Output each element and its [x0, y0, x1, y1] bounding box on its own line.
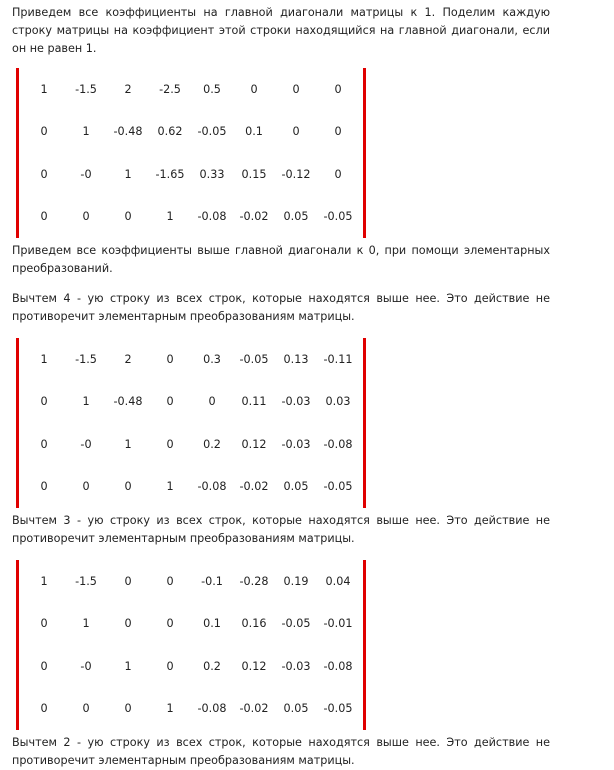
matrix-3 — [16, 560, 366, 730]
matrix-cell: 0.15 — [241, 167, 267, 181]
matrix-cell: 0.1 — [203, 617, 221, 631]
matrix-cell: 0.2 — [203, 659, 221, 673]
matrix-cell: -0.08 — [197, 480, 227, 494]
matrix-cell: -0.11 — [323, 352, 353, 366]
matrix-cell: 0 — [40, 659, 48, 673]
matrix-cell: 0 — [124, 702, 132, 716]
matrix-cell: 1 — [166, 702, 174, 716]
matrix-cell: -1.5 — [75, 574, 97, 588]
matrix-cell: -1.5 — [75, 352, 97, 366]
matrix-cell: -0.05 — [323, 210, 353, 224]
matrix-cell: 0.12 — [241, 437, 267, 451]
matrix-cell: 0 — [166, 574, 174, 588]
matrix-cell: 0 — [40, 167, 48, 181]
matrix-cell: 0.2 — [203, 437, 221, 451]
matrix-cell: 0 — [250, 82, 258, 96]
matrix-1 — [16, 68, 366, 238]
paragraph-subtract-row-3: Вычтем 3 - ую строку из всех строк, которые находятся выше нее. Это действие не противоречит элементарным преобразованиям матрицы. — [12, 514, 550, 545]
matrix-row — [23, 338, 359, 381]
matrix-cell: 1 — [82, 395, 90, 409]
matrix-cell: 0 — [40, 210, 48, 224]
matrix-cell: 0 — [166, 395, 174, 409]
matrix-left-bracket — [16, 560, 19, 730]
matrix-cell: -0.02 — [239, 210, 269, 224]
matrix-cell: 0.33 — [199, 167, 225, 181]
matrix-cell: 0 — [40, 395, 48, 409]
matrix-cell: 0 — [334, 167, 342, 181]
matrix-cell: -0.02 — [239, 702, 269, 716]
matrix-cell: 0 — [40, 617, 48, 631]
matrix-cell: 0 — [40, 437, 48, 451]
matrix-cell: 0 — [334, 125, 342, 139]
matrix-cell: 0 — [124, 210, 132, 224]
matrix-right-bracket — [363, 68, 366, 238]
matrix-cell: 0.13 — [283, 352, 309, 366]
matrix-cell: -0.03 — [281, 395, 311, 409]
matrix-cell: 0.05 — [283, 480, 309, 494]
matrix-cell: -0.02 — [239, 480, 269, 494]
matrix-cell: -0.05 — [323, 702, 353, 716]
matrix-cell: 0.62 — [157, 125, 183, 139]
matrix-cell: -1.65 — [155, 167, 185, 181]
matrix-cell: -0.08 — [323, 437, 353, 451]
matrix-row — [23, 423, 359, 466]
matrix-cell: 0 — [124, 617, 132, 631]
matrix-cell: 1 — [40, 352, 48, 366]
matrix-cell: 1 — [124, 167, 132, 181]
matrix-right-bracket — [363, 338, 366, 508]
matrix-cell: -0 — [80, 437, 92, 451]
matrix-cell: 0.05 — [283, 210, 309, 224]
matrix-2 — [16, 338, 366, 508]
matrix-cell: -0.1 — [201, 574, 223, 588]
matrix-right-bracket — [363, 560, 366, 730]
matrix-cell: 0 — [166, 352, 174, 366]
matrix-row — [23, 645, 359, 688]
matrix-cell: -0.48 — [113, 125, 143, 139]
matrix-cell: 1 — [82, 617, 90, 631]
matrix-cell: 0 — [40, 702, 48, 716]
matrix-cell: 0.5 — [203, 82, 221, 96]
matrix-row — [23, 111, 359, 154]
matrix-cell: -2.5 — [159, 82, 181, 96]
matrix-cell: 0 — [292, 82, 300, 96]
matrix-row — [23, 381, 359, 424]
matrix-cell: 0 — [124, 480, 132, 494]
matrix-cell: 0 — [166, 617, 174, 631]
matrix-row — [23, 560, 359, 603]
matrix-cell: -0.08 — [323, 659, 353, 673]
matrix-cell: 0 — [82, 480, 90, 494]
matrix-left-bracket — [16, 68, 19, 238]
matrix-cell: 0 — [82, 210, 90, 224]
matrix-cell: 0 — [124, 574, 132, 588]
matrix-cell: 0 — [82, 702, 90, 716]
matrix-table — [23, 338, 359, 508]
matrix-cell: 2 — [124, 352, 132, 366]
paragraph-subtract-row-4: Вычтем 4 - ую строку из всех строк, которые находятся выше нее. Это действие не противоречит элементарным преобразованиям матрицы. — [12, 292, 550, 323]
matrix-cell: 1 — [82, 125, 90, 139]
matrix-cell: 0 — [334, 82, 342, 96]
matrix-row — [23, 466, 359, 509]
matrix-cell: 0.3 — [203, 352, 221, 366]
matrix-cell: 0.19 — [283, 574, 309, 588]
matrix-cell: -0.05 — [239, 352, 269, 366]
matrix-cell: -0 — [80, 659, 92, 673]
matrix-table — [23, 560, 359, 730]
paragraph-diagonal-to-one: Приведем все коэффициенты на главной диагонали матрицы к 1. Поделим каждую строку матрицы на коэффициент этой строки находящийся на главной диагонали, если он не равен 1. — [12, 6, 550, 55]
matrix-cell: 0 — [40, 480, 48, 494]
matrix-table — [23, 68, 359, 238]
matrix-row — [23, 196, 359, 239]
matrix-cell: 1 — [124, 659, 132, 673]
matrix-cell: -0.12 — [281, 167, 311, 181]
matrix-cell: 1 — [40, 82, 48, 96]
matrix-cell: -0.03 — [281, 437, 311, 451]
matrix-cell: -0.08 — [197, 702, 227, 716]
matrix-cell: 0.1 — [245, 125, 263, 139]
matrix-cell: -0.28 — [239, 574, 269, 588]
matrix-cell: 0.11 — [241, 395, 267, 409]
matrix-cell: -0.48 — [113, 395, 143, 409]
matrix-cell: 0 — [166, 659, 174, 673]
matrix-cell: 0 — [166, 437, 174, 451]
matrix-row — [23, 603, 359, 646]
paragraph-subtract-row-2: Вычтем 2 - ую строку из всех строк, которые находятся выше нее. Это действие не противоречит элементарным преобразованиям матрицы. — [12, 736, 550, 767]
matrix-cell: 0 — [40, 125, 48, 139]
matrix-row — [23, 153, 359, 196]
matrix-cell: 1 — [166, 210, 174, 224]
matrix-cell: -0.08 — [197, 210, 227, 224]
matrix-cell: 0 — [208, 395, 216, 409]
matrix-cell: 0.12 — [241, 659, 267, 673]
matrix-cell: -0 — [80, 167, 92, 181]
matrix-cell: -0.05 — [281, 617, 311, 631]
matrix-cell: 0.05 — [283, 702, 309, 716]
matrix-cell: 1 — [124, 437, 132, 451]
matrix-cell: 0.03 — [325, 395, 351, 409]
matrix-row — [23, 68, 359, 111]
matrix-cell: 1 — [40, 574, 48, 588]
matrix-cell: 0.04 — [325, 574, 351, 588]
matrix-cell: -0.05 — [197, 125, 227, 139]
matrix-cell: -0.01 — [323, 617, 353, 631]
matrix-cell: -0.03 — [281, 659, 311, 673]
matrix-row — [23, 688, 359, 731]
matrix-cell: 2 — [124, 82, 132, 96]
matrix-cell: -1.5 — [75, 82, 97, 96]
matrix-cell: 0.16 — [241, 617, 267, 631]
matrix-cell: -0.05 — [323, 480, 353, 494]
matrix-cell: 0 — [292, 125, 300, 139]
matrix-left-bracket — [16, 338, 19, 508]
paragraph-above-diagonal-to-zero: Приведем все коэффициенты выше главной диагонали к 0, при помощи элементарных преобразований. — [12, 244, 550, 275]
matrix-cell: 1 — [166, 480, 174, 494]
